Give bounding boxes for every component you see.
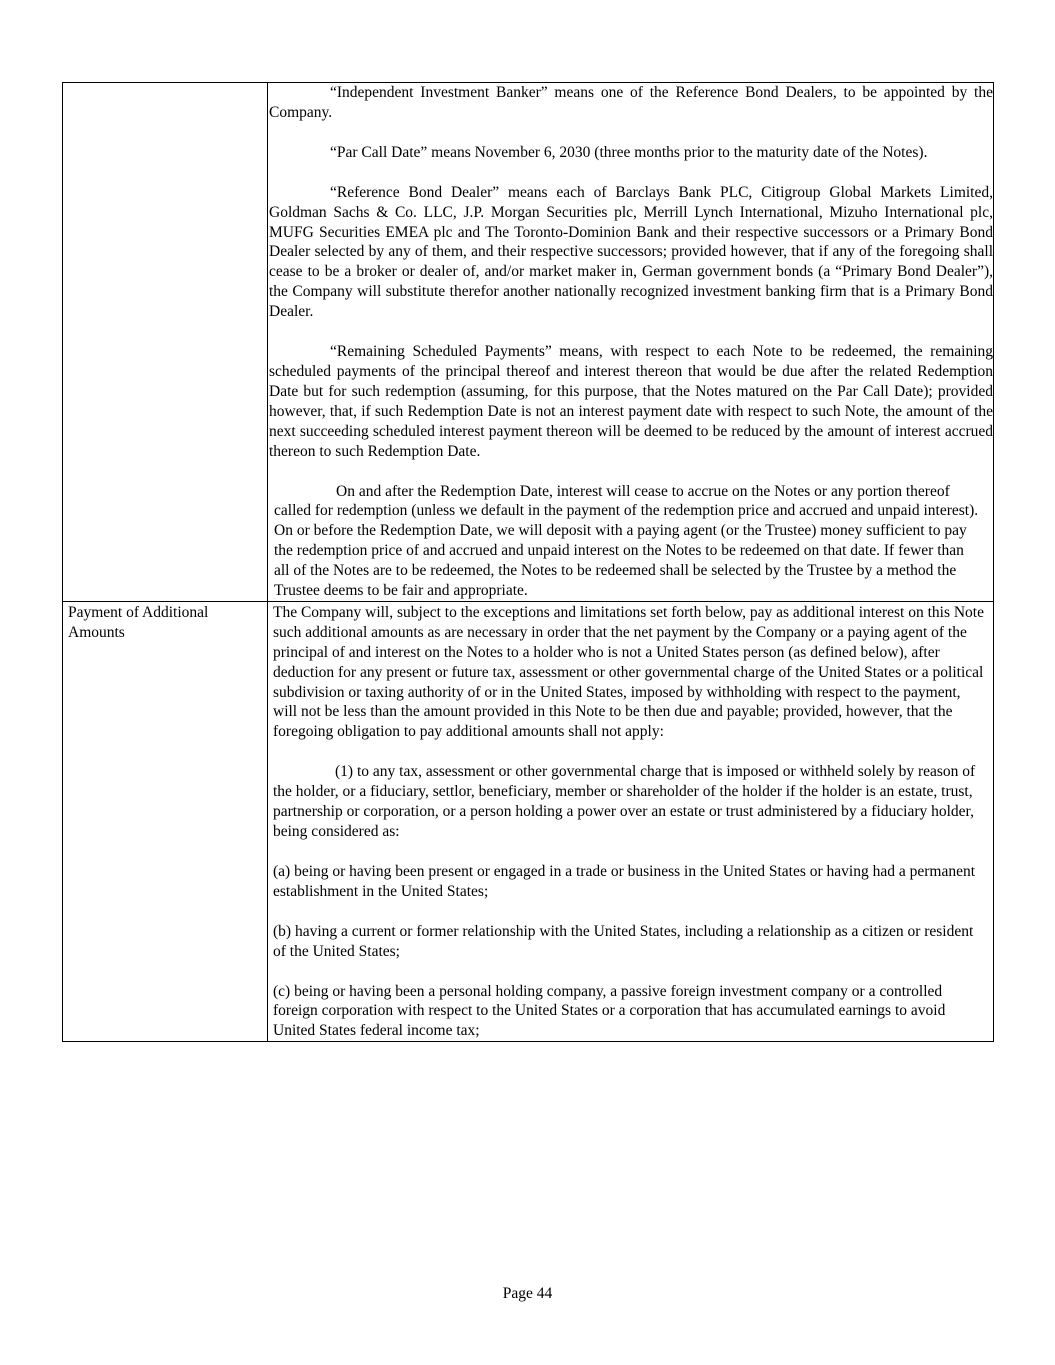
exception-sub-c: (c) being or having been a personal holding company, a passive foreign investment company or a controlled foreign corporation with respect to the United States or a corporation that has accumulated earnings to avoid United States federal income tax; (273, 982, 946, 1040)
definition-par-call-date: “Par Call Date” means November 6, 2030 (three months prior to the maturity date of the Notes). (330, 143, 928, 161)
terms-table (62, 82, 994, 1042)
definition-independent-investment-banker: “Independent Investment Banker” means one of the Reference Bond Dealers, to be appointed by the Company. (269, 84, 993, 121)
exception-item-1: (1) to any tax, assessment or other governmental charge that is imposed or withheld solely by reason of the holder, or a fiduciary, settlor, beneficiary, member or shareholder of the holder if the holder is an estate, trust, partnership or corporation, or a person holding a power over an estate or trust administered by a fiduciary holder, being considered as: (273, 763, 976, 840)
table-row-additional-amounts (63, 601, 994, 1041)
row-label-empty (63, 83, 268, 602)
additional-amounts-intro: The Company will, subject to the exceptions and limitations set forth below, pay as additional interest on this Note such additional amounts as are necessary in order that the net payment by the Company or a paying agent of the principal of and interest on the Notes to a holder who is not a United States person (as defined below), after deduction for any present or future tax, assessment or other governmental charge of the United States or a political subdivision or taxing authority of or in the United States, imposed by withholding with respect to the payment, will not be less than the amount provided in this Note to be then due and payable; provided, however, that the foregoing obligation to pay additional amounts shall not apply: (273, 603, 984, 741)
exception-sub-a: (a) being or having been present or engaged in a trade or business in the United States or having had a permanent establishment in the United States; (273, 862, 976, 900)
additional-amounts-cell (268, 601, 994, 1041)
redemption-interest-paragraph: On and after the Redemption Date, interest will cease to accrue on the Notes or any portion thereof called for redemption (unless we default in the payment of the redemption price and accrued and unpaid interest). On or before the Redemption Date, we will deposit with a paying agent (or the Trustee) money sufficient to pay the redemption price of and accrued and unpaid interest on the Notes to be redeemed on that date. If fewer than all of the Notes are to be redeemed, the Notes to be redeemed shall be selected by the Trustee by a method the Trustee deems to be fair and appropriate. (274, 482, 979, 600)
definition-remaining-scheduled-payments: “Remaining Scheduled Payments” means, with respect to each Note to be redeemed, the remaining scheduled payments of the principal thereof and interest thereon that would be due after the related Redemption Date but for such redemption (assuming, for this purpose, that the Notes matured on the Par Call Date); provided however, that, if such Redemption Date is not an interest payment date with respect to such Note, the amount of the next succeeding scheduled interest payment thereon will be deemed to be reduced by the amount of interest accrued thereon to such Redemption Date. (269, 343, 993, 460)
table-row-definitions (63, 83, 994, 602)
definition-reference-bond-dealer: “Reference Bond Dealer” means each of Barclays Bank PLC, Citigroup Global Markets Limited, Goldman Sachs & Co. LLC, J.P. Morgan Securities plc, Merrill Lynch International, Mizuho International plc, MUFG Securities EMEA plc and The Toronto-Dominion Bank and their respective successors or a Primary Bond Dealer selected by any of them, and their respective successors; provided however, that if any of the foregoing shall cease to be a broker or dealer of, and/or market maker in, German government bonds (a “Primary Bond Dealer”), the Company will substitute therefor another nationally recognized investment banking firm that is a Primary Bond Dealer. (269, 183, 993, 321)
row-label-payment-of-additional-amounts: Payment of Additional Amounts (63, 601, 268, 1041)
definitions-cell (268, 83, 994, 602)
exception-sub-b: (b) having a current or former relationship with the United States, including a relationship as a citizen or resident of the United States; (273, 922, 974, 960)
page-number: Page 44 (502, 1285, 553, 1302)
